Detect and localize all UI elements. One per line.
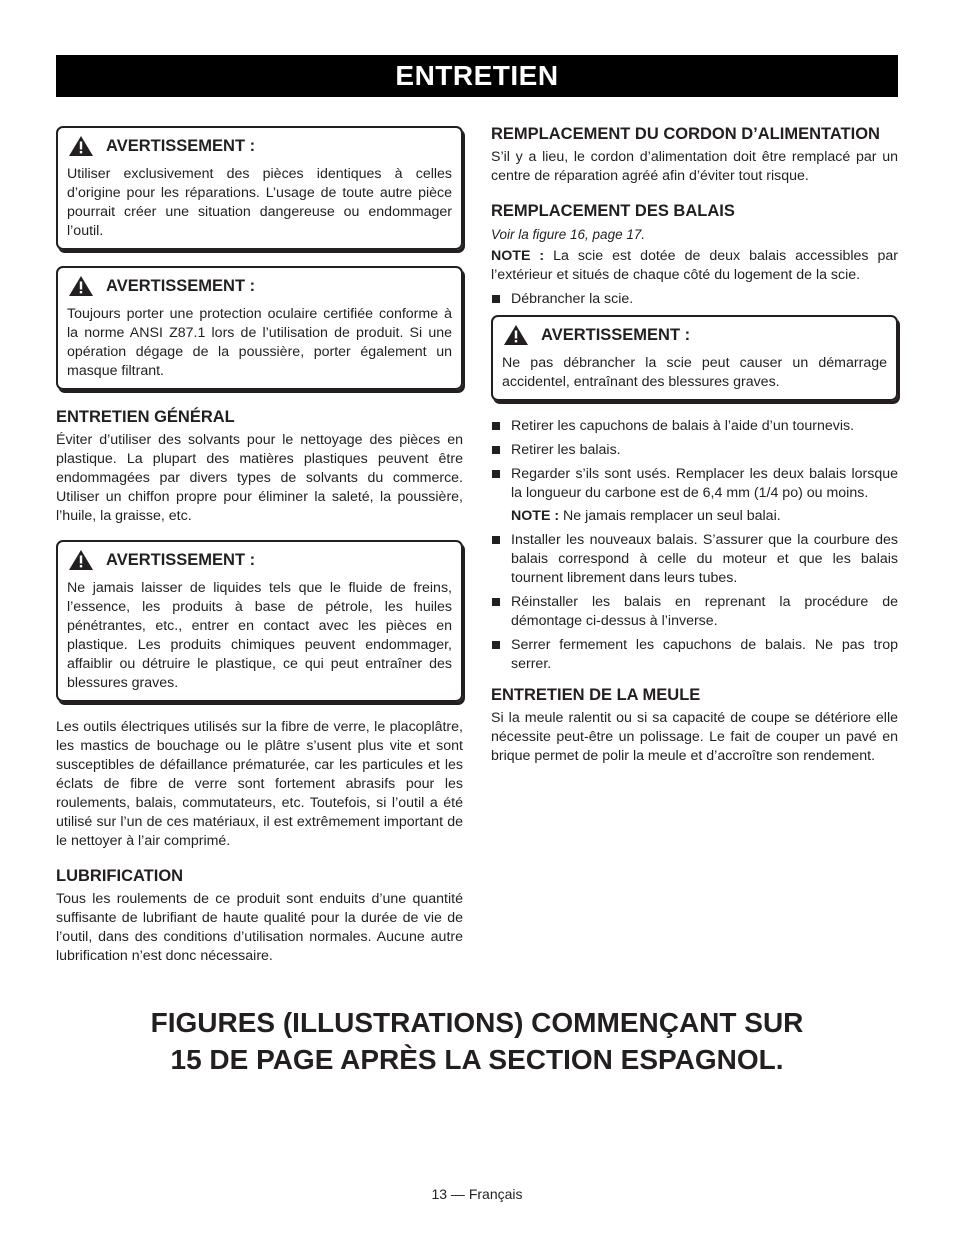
lubrication-text: Tous les roulements de ce produit sont enduits d’une quantité suffisante de lubrifiant de haute qualité pour la durée de vie de l’outil, dans des conditions d’utilisation normales. Aucune autre lubrification n’est donc nécessaire. bbox=[56, 891, 463, 964]
brush-steps-list bbox=[491, 290, 898, 309]
warning-triangle-icon bbox=[69, 550, 93, 570]
fiberglass-text: Les outils électriques utilisés sur la fibre de verre, le placoplâtre, les mastics de bouchage ou le plâtre s’usent plus vite et sont susceptibles de défaillance prématurée, car les particules et les éclats de fibre de verre sont fortement abrasifs pour les roulements, balais, commutateurs, etc. Toutefois, si l’outil a été utilisé sur l’un de ces matériaux, il est extrêmement important de le nettoyer à l’air comprimé. bbox=[56, 719, 463, 849]
power-cord-heading: REMPLACEMENT DU CORDON D’ALIMENTATION bbox=[491, 125, 880, 143]
warning-text: Utiliser exclusivement des pièces identiques à celles d’origine pour les réparations. L’usage de toute autre pièce pourrait créer une situation dangereuse ou endommager l’outil. bbox=[67, 166, 452, 239]
warning-box bbox=[56, 126, 463, 250]
list-item: Installer les nouveaux balais. S’assurer que la courbure des balais correspond à celle du moteur et que les balais tournent librement dans leurs tubes. bbox=[491, 531, 898, 588]
general-maintenance-heading: ENTRETIEN GÉNÉRAL bbox=[56, 408, 235, 426]
page-footer: 13 — Français bbox=[431, 1186, 523, 1202]
wheel-maintenance-heading: ENTRETIEN DE LA MEULE bbox=[491, 686, 701, 704]
warning-title: AVERTISSEMENT : bbox=[106, 276, 256, 295]
warning-box bbox=[56, 266, 463, 390]
warning-triangle-icon bbox=[69, 276, 93, 296]
note-text: La scie est dotée de deux balais accessibles par l’extérieur et situés de chaque côté du logement de la scie. bbox=[491, 248, 899, 283]
brush-steps-list bbox=[491, 417, 898, 674]
list-item: Retirer les balais. bbox=[491, 441, 898, 460]
list-item-text: Regarder s’ils sont usés. Remplacer les deux balais lorsque la longueur du carbone est de 6,4 mm (1/4 po) ou moins. bbox=[511, 466, 898, 501]
warning-text: Ne jamais laisser de liquides tels que le fluide de freins, l’essence, les produits à base de pétrole, les huiles pénétrantes, etc., entrer en contact avec les pièces en plastique. Les produits chimiques peuvent endommager, affaiblir ou détruire le plastique, ce qui peut entraîner des blessures graves. bbox=[67, 580, 452, 691]
warning-box bbox=[491, 315, 898, 401]
list-item: Réinstaller les balais en reprenant la procédure de démontage ci-dessus à l’inverse. bbox=[491, 593, 898, 631]
warning-header bbox=[67, 136, 452, 156]
figure-reference: Voir la figure 16, page 17. bbox=[491, 227, 646, 242]
warning-triangle-icon bbox=[69, 136, 93, 156]
wheel-maintenance-text: Si la meule ralentit ou si sa capacité de coupe se détériore elle nécessite peut-être un polissage. Le fait de couper un pavé en brique permet de polir la meule et d’accroître son rendement. bbox=[491, 710, 898, 764]
list-item: Serrer fermement les capuchons de balais. Ne pas trop serrer. bbox=[491, 636, 898, 674]
figures-notice-line: FIGURES (ILLUSTRATIONS) COMMENÇANT SUR bbox=[150, 1007, 804, 1038]
warning-text: Toujours porter une protection oculaire certifiée conforme à la norme ANSI Z87.1 lors de l’utilisation de produit. Si une opération dégage de la poussière, porter également un masque filtrant. bbox=[67, 306, 452, 379]
warning-triangle-icon bbox=[504, 325, 528, 345]
warning-header bbox=[67, 276, 452, 296]
general-maintenance-text: Éviter d’utiliser des solvants pour le nettoyage des pièces en plastique. La plupart des matières plastiques peuvent être endommagées par divers types de solvants du commerce. Utiliser un chiffon propre pour éliminer la saleté, la poussière, l’huile, la graisse, etc. bbox=[56, 432, 463, 524]
warning-title: AVERTISSEMENT : bbox=[106, 550, 256, 569]
brush-note bbox=[491, 247, 898, 285]
note-label: NOTE : bbox=[511, 508, 560, 524]
warning-title: AVERTISSEMENT : bbox=[106, 136, 256, 155]
page-title-banner bbox=[56, 55, 898, 97]
brush-replacement-heading: REMPLACEMENT DES BALAIS bbox=[491, 202, 735, 220]
page-title: ENTRETIEN bbox=[395, 60, 559, 91]
right-column bbox=[491, 123, 898, 780]
list-item bbox=[491, 465, 898, 526]
warning-title: AVERTISSEMENT : bbox=[541, 325, 691, 344]
figures-notice-line: 15 DE PAGE APRÈS LA SECTION ESPAGNOL. bbox=[170, 1044, 784, 1075]
warning-header bbox=[502, 325, 887, 345]
note-label: NOTE : bbox=[491, 248, 545, 264]
list-item: Débrancher la scie. bbox=[491, 290, 898, 309]
figures-notice bbox=[56, 1004, 898, 1078]
warning-text: Ne pas débrancher la scie peut causer un démarrage accidentel, entraînant des blessures graves. bbox=[502, 355, 887, 390]
warning-box bbox=[56, 540, 463, 702]
list-item: Retirer les capuchons de balais à l’aide d’un tournevis. bbox=[491, 417, 898, 436]
warning-header bbox=[67, 550, 452, 570]
power-cord-text: S’il y a lieu, le cordon d’alimentation doit être remplacé par un centre de réparation agréé afin d’éviter tout risque. bbox=[491, 149, 898, 184]
lubrication-heading: LUBRIFICATION bbox=[56, 867, 184, 885]
note-text: Ne jamais remplacer un seul balai. bbox=[559, 508, 781, 524]
step-note bbox=[511, 507, 898, 526]
left-column bbox=[56, 126, 463, 980]
